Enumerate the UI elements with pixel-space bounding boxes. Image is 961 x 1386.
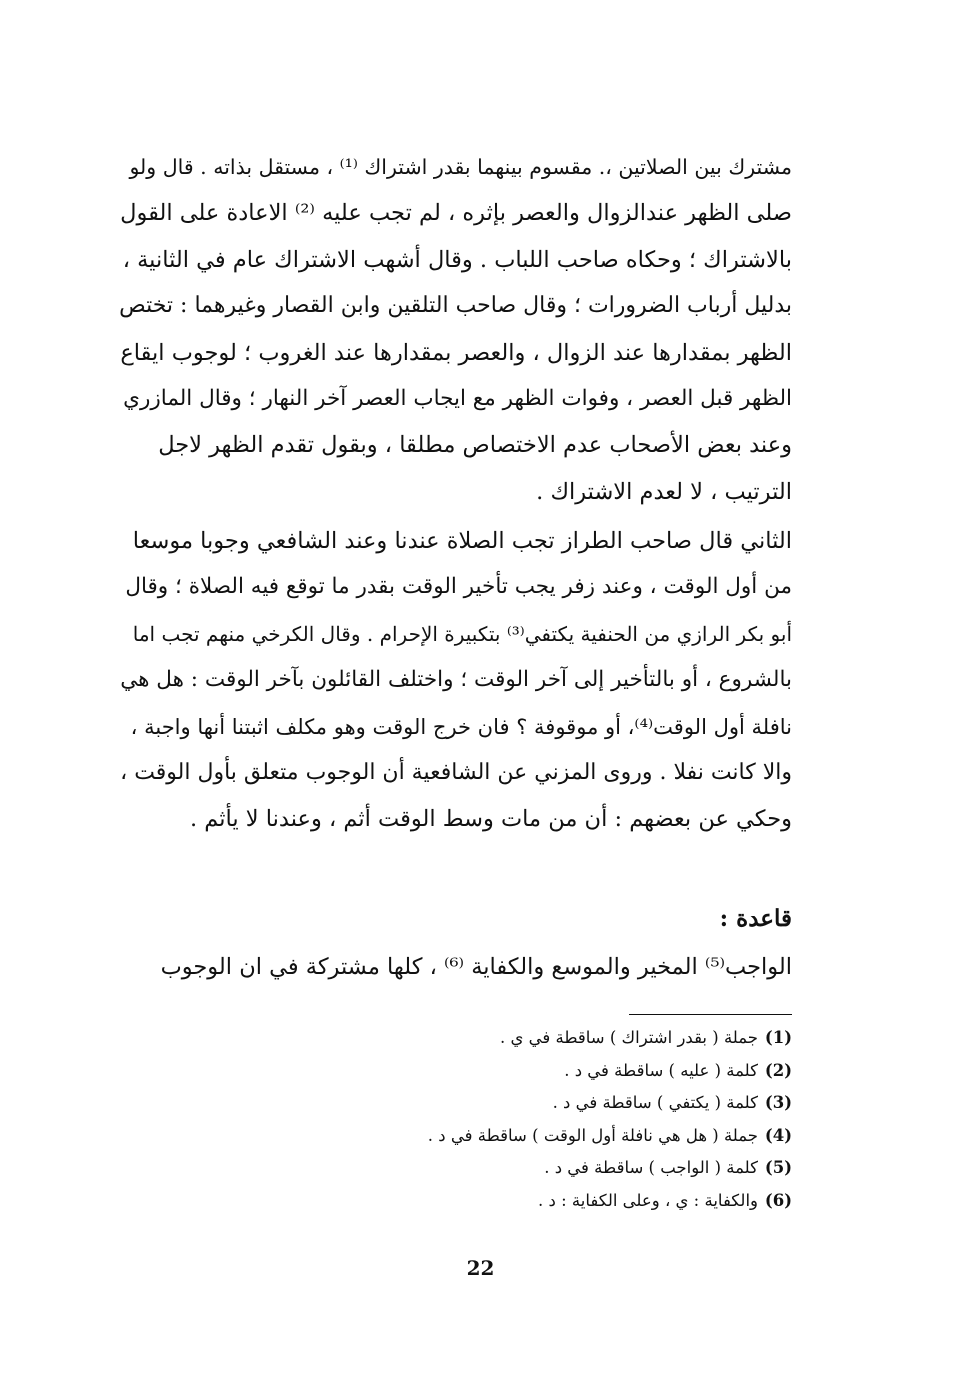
footnote-number: (1)	[764, 1028, 792, 1047]
paragraph-2	[120, 518, 792, 843]
text-line: وعند بعض الأصحاب عدم الاختصاص مطلقا ، وبقول تقدم الظهر لاجل	[158, 432, 792, 459]
text-line: مشترك بين الصلاتين ،. مقسوم بينهما بقدر اشتراك ⁽¹⁾ ، مستقل بذاته . قال ولو	[129, 155, 792, 179]
text-line: الترتيب ، لا لعدم الاشتراك .	[536, 478, 792, 505]
text-line: بالشروع ، أو بالتأخير إلى آخر الوقت ؛ واختلف القائلون بآخر الوقت : هل هي	[120, 667, 792, 693]
footnote	[332, 1055, 792, 1088]
paragraph-3	[120, 944, 792, 990]
text-line: نافلة أول الوقت⁽⁴⁾، أو موقوفة ؟ فان خرج الوقت وهو مكلف اثبتنا أنها واجبة ،	[130, 714, 792, 739]
footnote-text: جملة ( بقدر اشتراك ) ساقطة في ي .	[499, 1028, 758, 1047]
section-heading: قاعدة :	[719, 905, 792, 932]
footnote	[332, 1185, 792, 1218]
footnote-number: (3)	[764, 1093, 792, 1112]
footnote-text: جملة ( هل هي نافلة أول الوقت ) ساقطة في د .	[427, 1125, 758, 1145]
text-line: الظهر قبل العصر ، وفوات الظهر مع ايجاب العصر آخر النهار ؛ وقال المازري	[123, 385, 792, 411]
footnote	[332, 1120, 792, 1153]
paragraph-1	[120, 144, 792, 515]
footnote-text: كلمة ( يكتفي ) ساقطة في د .	[552, 1093, 758, 1112]
footnote	[332, 1022, 792, 1055]
text-line: الثاني قال صاحب الطراز تجب الصلاة عندنا وعند الشافعي وجوبا موسعا	[132, 528, 792, 554]
text-line: صلى الظهر عندالزوال والعصر بإثره ، لم تجب عليه ⁽²⁾ الاعادة على القول	[120, 200, 792, 227]
text-line: الواجب⁽⁵⁾ المخير والموسع والكفاية ⁽⁶⁾ ، كلها مشتركة في ان الوجوب	[160, 954, 792, 980]
text-line: وحكي عن بعضهم : أن من مات وسط الوقت أثم ، وعندنا لا يأثم .	[190, 806, 792, 833]
text-line: والا كانت نفلا . وروى المزني عن الشافعية أن الوجوب متعلق بأول الوقت ،	[120, 759, 792, 785]
footnote	[332, 1087, 792, 1120]
footnote-text: والكفاية : ي ، وعلى الكفاية : د .	[538, 1190, 758, 1210]
text-line: أبو بكر الرازي من الحنفية يكتفي⁽³⁾ بتكبيرة الإحرام . وقال الكرخي منهم تجب اما	[132, 621, 792, 646]
footnote-divider	[629, 1014, 792, 1015]
text-line: بدليل أرباب الضرورات ؛ وقال صاحب التلقين وابن القصار وغيرهما : تختص	[119, 293, 792, 319]
text-line: من أول الوقت ، وعند زفر يجب تأخير الوقت بقدر ما توقع فيه الصلاة ؛ وقال	[125, 574, 792, 600]
footnote	[332, 1152, 792, 1185]
footnote-number: (2)	[764, 1060, 792, 1080]
footnote-number: (6)	[764, 1190, 792, 1210]
footnote-text: كلمة ( الواجب ) ساقطة في د .	[544, 1158, 758, 1177]
page-number: 22	[466, 1256, 495, 1280]
footnote-number: (4)	[764, 1125, 792, 1145]
text-line: بالاشتراك ؛ وحكاه صاحب اللباب . وقال أشهب الاشتراك عام في الثانية ،	[122, 246, 792, 273]
footnotes	[332, 1022, 792, 1217]
footnote-number: (5)	[764, 1158, 792, 1177]
footnote-text: كلمة ( عليه ) ساقطة في د .	[564, 1060, 758, 1080]
text-line: الظهر بمقدارها عند الزوال ، والعصر بمقدارها عند الغروب ؛ لوجوب ايقاع	[120, 339, 792, 366]
